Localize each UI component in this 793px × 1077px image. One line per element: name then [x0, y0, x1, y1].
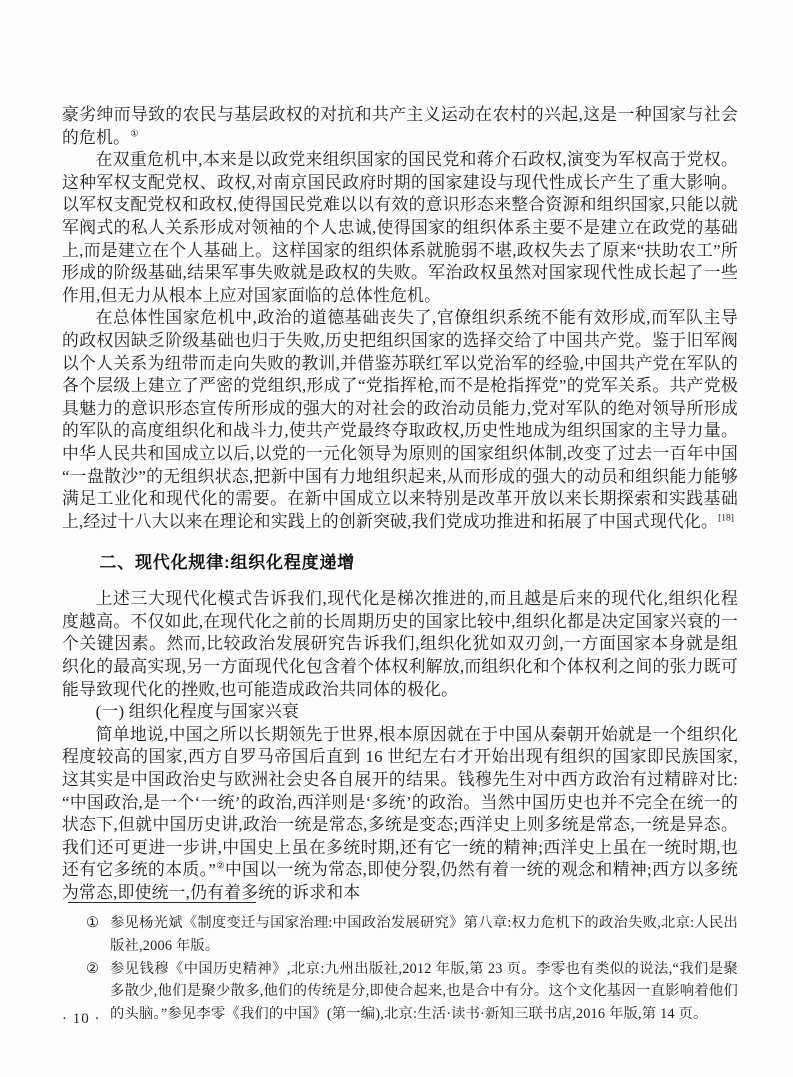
main-text-column — [62, 104, 738, 905]
paragraph-text: 上述三大现代化模式告诉我们,现代化是梯次推进的,而且越是后来的现代化,组织化程度越高。不仅如此,在现代化之前的长周期历史的国家比较中,组织化都是决定国家兴衰的一个关键因素。然而,比较政治发展研究告诉我们,组织化犹如双刃剑,一方面国家本身就是组织化的最高实现,另一方面现代化包含着个体权利解放,而组织化和个体权利之间的张力既可能导致现代化的挫败,也可能造成政治共同体的极化。 — [62, 589, 738, 699]
footnote-ref-2: ② — [216, 861, 225, 872]
footnote-separator-rule — [68, 902, 256, 903]
paragraph-modernization-law — [62, 588, 738, 701]
footnote-2 — [62, 958, 738, 1026]
footnote-2-marker: ② — [86, 960, 100, 977]
footnotes-section — [62, 902, 738, 1026]
paragraph-text-segment-2: 中国以一统为常态,即使分裂,仍然有着一统的观念和精神;西方以多统为常态,即使统一,仍有着多统的诉求和本 — [62, 860, 738, 902]
paragraph-text-segment-1: 简单地说,中国之所以长期领先于世界,根本原因就在于中国从秦朝开始就是一个组织化程度较高的国家,西方自罗马帝国后直到 16 世纪左右才开始出现有组织的国家即民族国家,这其实是中国政治史与欧洲社会史各自展开的结果。钱穆先生对中西方政治有过精辟对比:“中国政治,是一个‘一统’的政治,西洋则是‘多统’的政治。当然中国历史也并不完全在统一的状态下,但就中国历史讲,政治一统是常态,多统是变态;西洋史上则多统是常态,一统是异态。我们还可更进一步讲,中国史上虽在多统时期,还有它一统的精神;西洋史上虽在一统时期,也还有它多统的本质。” — [62, 724, 738, 880]
section-heading: 二、现代化规律:组织化程度递增 — [99, 553, 356, 573]
footnote-1-marker: ① — [86, 915, 100, 931]
endnote-ref-18: [18] — [718, 513, 734, 524]
paragraph-dual-crisis — [62, 149, 738, 307]
paragraph-text: 在双重危机中,本来是以政党来组织国家的国民党和蒋介石政权,演变为军权高于党权。这种军权支配党权、政权,对南京国民政府时期的国家建设与现代性成长产生了重大影响。以军权支配党权和政权,使得国民党难以以有效的意识形态来整合资源和组织国家,只能以就军阀式的私人关系形成对领袖的个人忠诚,使得国家的组织体系主要不是建立在政党的基础上,而是建立在个人基础上。这样国家的组织体系就脆弱不堪,政权失去了原来“扶助农工”所形成的阶级基础,结果军事失败就是政权的失败。军治政权虽然对国家现代性成长起了一些作用,但无力从根本上应对国家面临的总体性危机。 — [62, 150, 738, 305]
footnote-2-text: 参见钱穆《中国历史精神》,北京:九州出版社,2012 年版,第 23 页。李零也有类似的说法,“我们是聚多散少,他们是聚少散多,他们的传统是分,即使合起来,也是合中有分。这个文化基因一直影响着他们的头脑。”参见李零《我们的中国》(第一编),北京:生活·读书·新知三联书店,2016 年版,第 14 页。 — [110, 960, 738, 1023]
paragraph-organization-history — [62, 724, 738, 905]
paragraph-text: 在总体性国家危机中,政治的道德基础丧失了,官僚组织系统不能有效形成,而军队主导的政权因缺乏阶级基础也归于失败,历史把组织国家的选择交给了中国共产党。鉴于旧军阀以个人关系为纽带而走向失败的教训,并借鉴苏联红军以党治军的经验,中国共产党在军队的各个层级上建立了严密的党组织,形成了“党指挥枪,而不是枪指挥党”的党军关系。共产党极具魅力的意识形态宣传所形成的强大的对社会的政治动员能力,党对军队的绝对领导所形成的军队的高度组织化和战斗力,使共产党最终夺取政权,历史性地成为组织国家的主导力量。中华人民共和国成立以后,以党的一元化领导为原则的国家组织体制,改变了过去一百年中国“一盘散沙”的无组织状态,把新中国有力地组织起来,从而形成的强大的动员和组织能力能够满足工业化和现代化的需要。在新中国成立以来特别是改革开放以来长期探索和实践基础上,经过十八大以来在理论和实践上的创新突破,我们党成功推进和拓展了中国式现代化。 — [62, 308, 738, 531]
paragraph-crisis-continuation — [62, 104, 738, 149]
subsection-heading: (一) 组织化程度与国家兴衰 — [95, 702, 300, 722]
footnote-ref-1: ① — [130, 129, 139, 139]
page-number: · 10 · — [62, 1011, 101, 1027]
paragraph-text: 豪劣绅而导致的农民与基层政权的对抗和共产主义运动在农村的兴起,这是一种国家与社会的危机。 — [62, 105, 738, 147]
paragraph-total-crisis — [62, 307, 738, 533]
footnote-1 — [62, 912, 738, 958]
footnote-1-text: 参见杨光斌《制度变迁与国家治理:中国政治发展研究》第八章:权力危机下的政治失败,北京:人民出版社,2006 年版。 — [110, 915, 738, 954]
